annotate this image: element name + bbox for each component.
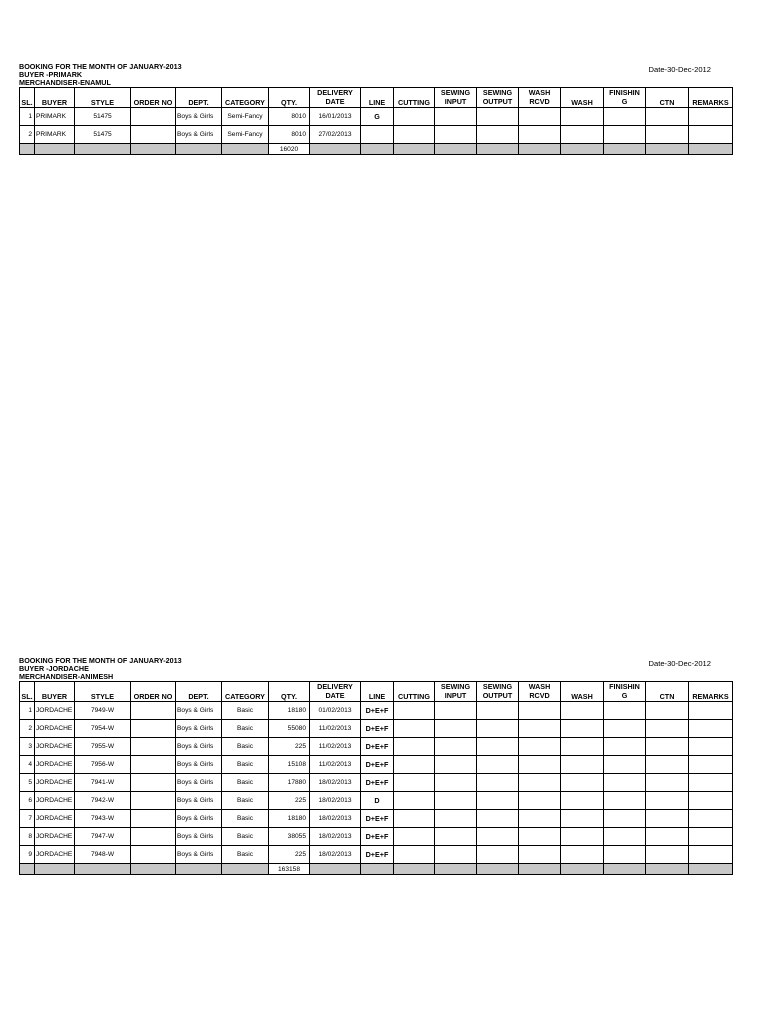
report-date: Date-30-Dec-2012 — [648, 65, 711, 74]
col-ctn: CTN — [646, 682, 689, 702]
total-cell — [131, 144, 176, 155]
table-header-row — [20, 682, 733, 702]
total-cell — [604, 144, 646, 155]
col-wash-rcvd: WASH RCVD — [519, 88, 561, 108]
total-cell — [176, 864, 222, 875]
cell-style: 7941-W — [75, 774, 131, 792]
cell-qty: 8010 — [269, 126, 310, 144]
table-row — [20, 756, 733, 774]
section-header — [19, 657, 732, 681]
table-row — [20, 774, 733, 792]
cell-finishing — [604, 792, 646, 810]
cell-sl: 4 — [20, 756, 35, 774]
cell-buyer: JORDACHE — [35, 828, 75, 846]
col-sl: SL. — [20, 682, 35, 702]
col-sewing-output: SEWING OUTPUT — [477, 88, 519, 108]
cell-style: 7949-W — [75, 702, 131, 720]
cell-wash — [561, 792, 604, 810]
cell-qty: 8010 — [269, 108, 310, 126]
table-row — [20, 792, 733, 810]
col-sewing-output: SEWING OUTPUT — [477, 682, 519, 702]
col-category: CATEGORY — [222, 88, 269, 108]
cell-sewing-output — [477, 828, 519, 846]
cell-sl: 3 — [20, 738, 35, 756]
cell-wash-rcvd — [519, 126, 561, 144]
cell-style: 7956-W — [75, 756, 131, 774]
cell-wash — [561, 828, 604, 846]
buyer-line: BUYER -PRIMARK — [19, 70, 83, 80]
col-order-no: ORDER NO — [131, 88, 176, 108]
cell-order-no — [131, 792, 176, 810]
col-dept: DEPT. — [176, 88, 222, 108]
cell-wash-rcvd — [519, 756, 561, 774]
cell-qty: 18180 — [269, 810, 310, 828]
total-cell — [646, 864, 689, 875]
cell-order-no — [131, 810, 176, 828]
cell-wash-rcvd — [519, 792, 561, 810]
col-remarks: REMARKS — [689, 682, 733, 702]
cell-sewing-input — [435, 756, 477, 774]
cell-remarks — [689, 828, 733, 846]
cell-sewing-output — [477, 774, 519, 792]
cell-finishing — [604, 774, 646, 792]
total-cell — [20, 864, 35, 875]
cell-delivery-date: 11/02/2013 — [310, 738, 361, 756]
cell-qty: 18180 — [269, 702, 310, 720]
col-finishing: FINISHIN G — [604, 682, 646, 702]
cell-cutting — [394, 756, 435, 774]
cell-wash-rcvd — [519, 774, 561, 792]
cell-cutting — [394, 126, 435, 144]
total-cell — [222, 864, 269, 875]
cell-order-no — [131, 756, 176, 774]
cell-sewing-output — [477, 126, 519, 144]
cell-order-no — [131, 108, 176, 126]
cell-sl: 7 — [20, 810, 35, 828]
cell-sewing-input — [435, 810, 477, 828]
cell-sewing-output — [477, 738, 519, 756]
cell-buyer: JORDACHE — [35, 774, 75, 792]
total-cell — [361, 144, 394, 155]
cell-line: D+E+F — [361, 846, 394, 864]
booking-table — [19, 681, 733, 875]
cell-dept: Boys & Girls — [176, 810, 222, 828]
col-wash: WASH — [561, 682, 604, 702]
cell-sewing-input — [435, 738, 477, 756]
cell-category: Basic — [222, 810, 269, 828]
cell-wash — [561, 810, 604, 828]
cell-remarks — [689, 720, 733, 738]
cell-ctn — [646, 738, 689, 756]
table-row — [20, 846, 733, 864]
cell-wash-rcvd — [519, 846, 561, 864]
cell-dept: Boys & Girls — [176, 846, 222, 864]
cell-qty: 225 — [269, 846, 310, 864]
total-row — [20, 144, 733, 155]
col-wash-rcvd: WASH RCVD — [519, 682, 561, 702]
cell-sewing-input — [435, 828, 477, 846]
cell-finishing — [604, 756, 646, 774]
total-cell — [689, 144, 733, 155]
cell-ctn — [646, 828, 689, 846]
cell-qty: 38055 — [269, 828, 310, 846]
cell-order-no — [131, 846, 176, 864]
cell-category: Basic — [222, 756, 269, 774]
cell-order-no — [131, 720, 176, 738]
table-header-row — [20, 88, 733, 108]
cell-cutting — [394, 810, 435, 828]
cell-wash — [561, 756, 604, 774]
col-delivery-date: DELIVERY DATE — [310, 682, 361, 702]
col-cutting: CUTTING — [394, 88, 435, 108]
col-remarks: REMARKS — [689, 88, 733, 108]
cell-line: G — [361, 108, 394, 126]
merchandiser-line: MERCHANDISER-ENAMUL — [19, 78, 111, 88]
cell-delivery-date: 18/02/2013 — [310, 774, 361, 792]
col-wash: WASH — [561, 88, 604, 108]
booking-title: BOOKING FOR THE MONTH OF JANUARY-2013 — [19, 62, 182, 71]
total-cell — [561, 144, 604, 155]
cell-sl: 1 — [20, 702, 35, 720]
cell-cutting — [394, 720, 435, 738]
cell-order-no — [131, 828, 176, 846]
col-line: LINE — [361, 88, 394, 108]
cell-sewing-output — [477, 108, 519, 126]
cell-category: Basic — [222, 702, 269, 720]
cell-sewing-input — [435, 126, 477, 144]
cell-buyer: PRIMARK — [35, 126, 75, 144]
cell-wash — [561, 846, 604, 864]
cell-order-no — [131, 738, 176, 756]
cell-cutting — [394, 738, 435, 756]
col-buyer: BUYER — [35, 88, 75, 108]
cell-line: D+E+F — [361, 828, 394, 846]
col-sewing-input: SEWING INPUT — [435, 682, 477, 702]
cell-remarks — [689, 738, 733, 756]
total-cell — [75, 864, 131, 875]
cell-sewing-input — [435, 846, 477, 864]
table-body — [20, 108, 733, 155]
cell-wash — [561, 738, 604, 756]
cell-cutting — [394, 828, 435, 846]
cell-wash-rcvd — [519, 108, 561, 126]
col-buyer: BUYER — [35, 682, 75, 702]
cell-style: 7943-W — [75, 810, 131, 828]
booking-section-primark — [19, 63, 732, 155]
cell-style: 7947-W — [75, 828, 131, 846]
cell-finishing — [604, 720, 646, 738]
cell-style: 51475 — [75, 108, 131, 126]
total-cell — [646, 144, 689, 155]
cell-sewing-input — [435, 702, 477, 720]
cell-qty: 225 — [269, 792, 310, 810]
merchandiser-line: MERCHANDISER-ANIMESH — [19, 672, 114, 682]
cell-order-no — [131, 774, 176, 792]
cell-cutting — [394, 702, 435, 720]
col-cutting: CUTTING — [394, 682, 435, 702]
cell-qty: 55080 — [269, 720, 310, 738]
cell-finishing — [604, 828, 646, 846]
total-cell — [310, 864, 361, 875]
total-cell — [604, 864, 646, 875]
cell-wash-rcvd — [519, 810, 561, 828]
cell-dept: Boys & Girls — [176, 720, 222, 738]
cell-sewing-input — [435, 108, 477, 126]
cell-category: Basic — [222, 738, 269, 756]
table-body — [20, 702, 733, 875]
cell-finishing — [604, 126, 646, 144]
cell-delivery-date: 16/01/2013 — [310, 108, 361, 126]
col-qty: QTY. — [269, 682, 310, 702]
cell-remarks — [689, 810, 733, 828]
cell-line: D+E+F — [361, 810, 394, 828]
cell-sewing-output — [477, 702, 519, 720]
total-cell — [35, 864, 75, 875]
cell-sl: 1 — [20, 108, 35, 126]
cell-line: D+E+F — [361, 702, 394, 720]
cell-category: Basic — [222, 792, 269, 810]
cell-qty: 17880 — [269, 774, 310, 792]
total-cell — [519, 144, 561, 155]
cell-finishing — [604, 108, 646, 126]
total-cell — [222, 144, 269, 155]
cell-style: 7955-W — [75, 738, 131, 756]
cell-finishing — [604, 702, 646, 720]
cell-dept: Boys & Girls — [176, 774, 222, 792]
cell-buyer: JORDACHE — [35, 846, 75, 864]
col-style: STYLE — [75, 88, 131, 108]
cell-dept: Boys & Girls — [176, 828, 222, 846]
cell-cutting — [394, 846, 435, 864]
total-row — [20, 864, 733, 875]
cell-remarks — [689, 846, 733, 864]
cell-category: Basic — [222, 828, 269, 846]
total-cell — [477, 144, 519, 155]
col-qty: QTY. — [269, 88, 310, 108]
cell-wash-rcvd — [519, 738, 561, 756]
cell-category: Basic — [222, 774, 269, 792]
cell-sewing-output — [477, 810, 519, 828]
cell-remarks — [689, 126, 733, 144]
cell-qty: 225 — [269, 738, 310, 756]
cell-ctn — [646, 810, 689, 828]
cell-sl: 8 — [20, 828, 35, 846]
cell-sl: 5 — [20, 774, 35, 792]
total-cell — [689, 864, 733, 875]
cell-sewing-output — [477, 846, 519, 864]
cell-buyer: JORDACHE — [35, 792, 75, 810]
cell-delivery-date: 18/02/2013 — [310, 846, 361, 864]
cell-finishing — [604, 810, 646, 828]
cell-buyer: JORDACHE — [35, 756, 75, 774]
cell-remarks — [689, 774, 733, 792]
cell-line: D+E+F — [361, 774, 394, 792]
cell-sewing-output — [477, 756, 519, 774]
cell-remarks — [689, 702, 733, 720]
cell-finishing — [604, 738, 646, 756]
cell-sl: 9 — [20, 846, 35, 864]
cell-dept: Boys & Girls — [176, 756, 222, 774]
total-cell — [35, 144, 75, 155]
cell-style: 7942-W — [75, 792, 131, 810]
cell-delivery-date: 18/02/2013 — [310, 828, 361, 846]
cell-ctn — [646, 702, 689, 720]
table-row — [20, 126, 733, 144]
total-qty: 163158 — [269, 864, 310, 875]
cell-wash — [561, 774, 604, 792]
cell-buyer: JORDACHE — [35, 738, 75, 756]
cell-line: D+E+F — [361, 756, 394, 774]
cell-dept: Boys & Girls — [176, 792, 222, 810]
total-cell — [435, 144, 477, 155]
total-qty: 16020 — [269, 144, 310, 155]
table-row — [20, 702, 733, 720]
cell-order-no — [131, 126, 176, 144]
table-row — [20, 810, 733, 828]
booking-section-jordache — [19, 657, 732, 875]
cell-style: 51475 — [75, 126, 131, 144]
cell-sl: 2 — [20, 126, 35, 144]
cell-finishing — [604, 846, 646, 864]
report-date: Date-30-Dec-2012 — [648, 659, 711, 668]
total-cell — [176, 144, 222, 155]
col-category: CATEGORY — [222, 682, 269, 702]
col-finishing: FINISHIN G — [604, 88, 646, 108]
cell-cutting — [394, 108, 435, 126]
cell-line: D+E+F — [361, 720, 394, 738]
booking-title: BOOKING FOR THE MONTH OF JANUARY-2013 — [19, 656, 182, 665]
booking-table — [19, 87, 733, 155]
total-cell — [435, 864, 477, 875]
cell-sewing-output — [477, 720, 519, 738]
cell-dept: Boys & Girls — [176, 702, 222, 720]
cell-remarks — [689, 756, 733, 774]
cell-line: D — [361, 792, 394, 810]
col-style: STYLE — [75, 682, 131, 702]
cell-line — [361, 126, 394, 144]
cell-ctn — [646, 126, 689, 144]
cell-dept: Boys & Girls — [176, 108, 222, 126]
cell-delivery-date: 18/02/2013 — [310, 792, 361, 810]
table-row — [20, 108, 733, 126]
cell-sewing-output — [477, 792, 519, 810]
cell-delivery-date: 11/02/2013 — [310, 720, 361, 738]
total-cell — [394, 144, 435, 155]
cell-ctn — [646, 720, 689, 738]
table-row — [20, 738, 733, 756]
buyer-line: BUYER -JORDACHE — [19, 664, 89, 674]
cell-buyer: JORDACHE — [35, 702, 75, 720]
cell-delivery-date: 11/02/2013 — [310, 756, 361, 774]
cell-delivery-date: 27/02/2013 — [310, 126, 361, 144]
cell-cutting — [394, 774, 435, 792]
cell-wash — [561, 702, 604, 720]
cell-sl: 6 — [20, 792, 35, 810]
cell-style: 7948-W — [75, 846, 131, 864]
cell-delivery-date: 18/02/2013 — [310, 810, 361, 828]
cell-category: Basic — [222, 720, 269, 738]
total-cell — [310, 144, 361, 155]
cell-sl: 2 — [20, 720, 35, 738]
total-cell — [20, 144, 35, 155]
total-cell — [75, 144, 131, 155]
cell-ctn — [646, 108, 689, 126]
col-line: LINE — [361, 682, 394, 702]
table-row — [20, 828, 733, 846]
cell-wash — [561, 720, 604, 738]
cell-wash-rcvd — [519, 702, 561, 720]
col-order-no: ORDER NO — [131, 682, 176, 702]
cell-sewing-input — [435, 720, 477, 738]
total-cell — [477, 864, 519, 875]
table-row — [20, 720, 733, 738]
cell-category: Basic — [222, 846, 269, 864]
total-cell — [394, 864, 435, 875]
total-cell — [361, 864, 394, 875]
cell-remarks — [689, 108, 733, 126]
cell-order-no — [131, 702, 176, 720]
total-cell — [131, 864, 176, 875]
cell-sewing-input — [435, 774, 477, 792]
cell-buyer: JORDACHE — [35, 720, 75, 738]
cell-category: Semi-Fancy — [222, 126, 269, 144]
cell-buyer: PRIMARK — [35, 108, 75, 126]
cell-dept: Boys & Girls — [176, 738, 222, 756]
cell-wash — [561, 108, 604, 126]
cell-wash — [561, 126, 604, 144]
cell-qty: 15108 — [269, 756, 310, 774]
cell-remarks — [689, 792, 733, 810]
col-sewing-input: SEWING INPUT — [435, 88, 477, 108]
cell-delivery-date: 01/02/2013 — [310, 702, 361, 720]
cell-cutting — [394, 792, 435, 810]
cell-ctn — [646, 792, 689, 810]
cell-dept: Boys & Girls — [176, 126, 222, 144]
total-cell — [561, 864, 604, 875]
cell-sewing-input — [435, 792, 477, 810]
section-header — [19, 63, 732, 87]
cell-category: Semi-Fancy — [222, 108, 269, 126]
cell-ctn — [646, 756, 689, 774]
cell-line: D+E+F — [361, 738, 394, 756]
total-cell — [519, 864, 561, 875]
col-dept: DEPT. — [176, 682, 222, 702]
col-delivery-date: DELIVERY DATE — [310, 88, 361, 108]
cell-ctn — [646, 846, 689, 864]
col-sl: SL. — [20, 88, 35, 108]
cell-buyer: JORDACHE — [35, 810, 75, 828]
col-ctn: CTN — [646, 88, 689, 108]
cell-ctn — [646, 774, 689, 792]
cell-style: 7954-W — [75, 720, 131, 738]
cell-wash-rcvd — [519, 720, 561, 738]
cell-wash-rcvd — [519, 828, 561, 846]
